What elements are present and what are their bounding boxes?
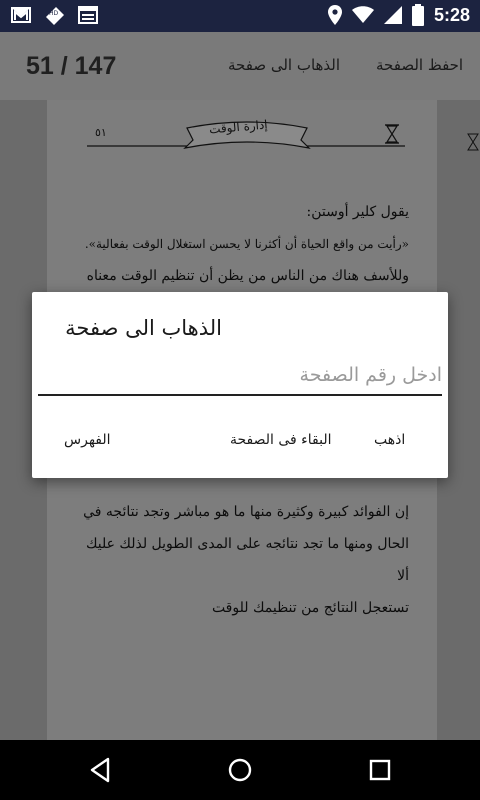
battery-icon xyxy=(412,4,424,26)
text-line: الحال ومنها ما تجد نتائجه على المدى الطويل لذلك عليك ألا xyxy=(85,536,409,584)
save-page-button[interactable]: احفظ الصفحة xyxy=(376,56,464,74)
page-number-input[interactable] xyxy=(38,356,442,396)
page-text-bottom xyxy=(79,496,409,624)
location-icon xyxy=(328,5,342,25)
text-line: إن الفوائد كبيرة وكثيرة منها ما هو مباشر وتجد نتائجه في xyxy=(83,504,409,520)
svg-text:HD: HD xyxy=(49,10,59,17)
status-bar xyxy=(0,0,480,32)
text-line: «رأيت من واقع الحياة أن أكثرنا لا يحسن استغلال الوقت بفعالية». xyxy=(84,237,409,251)
wifi-icon xyxy=(352,6,374,24)
home-icon[interactable] xyxy=(225,755,255,785)
cell-signal-icon xyxy=(384,6,402,24)
page-text-top xyxy=(79,196,409,292)
chapter-header-title: إدارة الوقت xyxy=(208,117,269,137)
goto-page-button[interactable]: الذهاب الى صفحة xyxy=(228,56,341,74)
page-counter: 51 / 147 xyxy=(26,52,117,80)
dialog-title: الذهاب الى صفحة xyxy=(65,316,222,340)
back-icon[interactable] xyxy=(86,755,116,785)
next-page-edge xyxy=(466,130,480,154)
mail-icon xyxy=(10,5,32,25)
calendar-icon xyxy=(78,5,98,25)
text-line: يقول كلير أوستن: xyxy=(306,204,409,220)
status-left-icons xyxy=(10,5,98,27)
text-line: تستعجل النتائج من تنظيمك للوقت xyxy=(211,600,409,616)
goto-page-dialog xyxy=(32,292,448,478)
status-right-icons xyxy=(328,4,470,26)
reader-toolbar xyxy=(0,32,480,100)
page-number: ٥١ xyxy=(95,126,107,139)
system-nav-bar xyxy=(0,740,480,800)
stay-on-page-button[interactable]: البقاء فى الصفحة xyxy=(230,432,332,448)
recents-icon[interactable] xyxy=(365,755,395,785)
hd-signal-icon xyxy=(44,5,66,27)
index-button[interactable]: الفهرس xyxy=(64,432,111,448)
text-line: وللأسف هناك من الناس من يظن أن تنظيم الوقت معناه xyxy=(86,268,409,284)
go-button[interactable]: اذهب xyxy=(374,432,406,448)
status-time: 5:28 xyxy=(433,4,470,25)
